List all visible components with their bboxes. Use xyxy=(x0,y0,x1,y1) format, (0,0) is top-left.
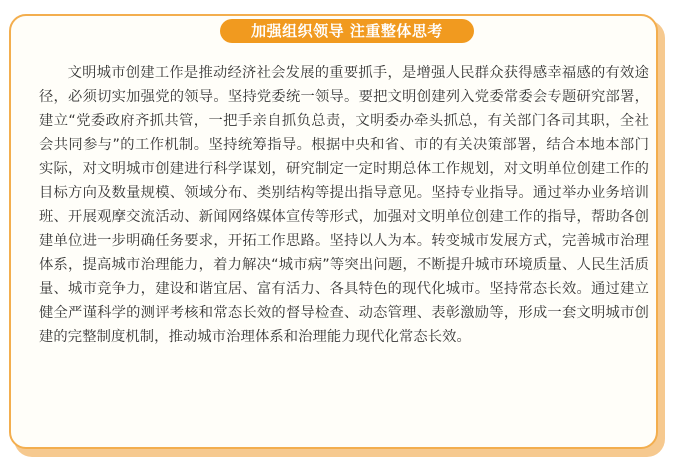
article-body: 文明城市创建工作是推动经济社会发展的重要抓手，是增强人民群众获得感幸福感的有效途径，必须切实加强党的领导。坚持党委统一领导。要把文明创建列入党委常委会专题研究部署，建立“党委政府齐抓共管，一把手亲自抓负总责，文明委办牵头抓总，有关部门各司其职，全社会共同参与”的工作机制。坚持统筹指导。根据中央和省、市的有关决策部署，结合本地本部门实际，对文明城市创建进行科学谋划，研究制定一定时期总体工作规划，对文明单位创建工作的目标方向及数量规模、领域分布、类别结构等提出指导意见。坚持专业指导。通过举办业务培训班、开展观摩交流活动、新闻网络媒体宣传等形式，加强对文明单位创建工作的指导，帮助各创建单位进一步明确任务要求，开拓工作思路。坚持以人为本。转变城市发展方式，完善城市治理体系，提高城市治理能力，着力解决“城市病”等突出问题，不断提升城市环境质量、人民生活质量、城市竞争力，建设和谐宜居、富有活力、各具特色的现代化城市。坚持常态长效。通过建立健全严谨科学的测评考核和常态长效的督导检查、动态管理、表彰激励等，形成一套文明城市创建的完整制度机制，推动城市治理体系和治理能力现代化常态长效。 xyxy=(39,65,649,345)
article-card xyxy=(9,14,658,449)
title-banner xyxy=(220,19,474,43)
section-title: 加强组织领导 注重整体思考 xyxy=(251,22,443,40)
